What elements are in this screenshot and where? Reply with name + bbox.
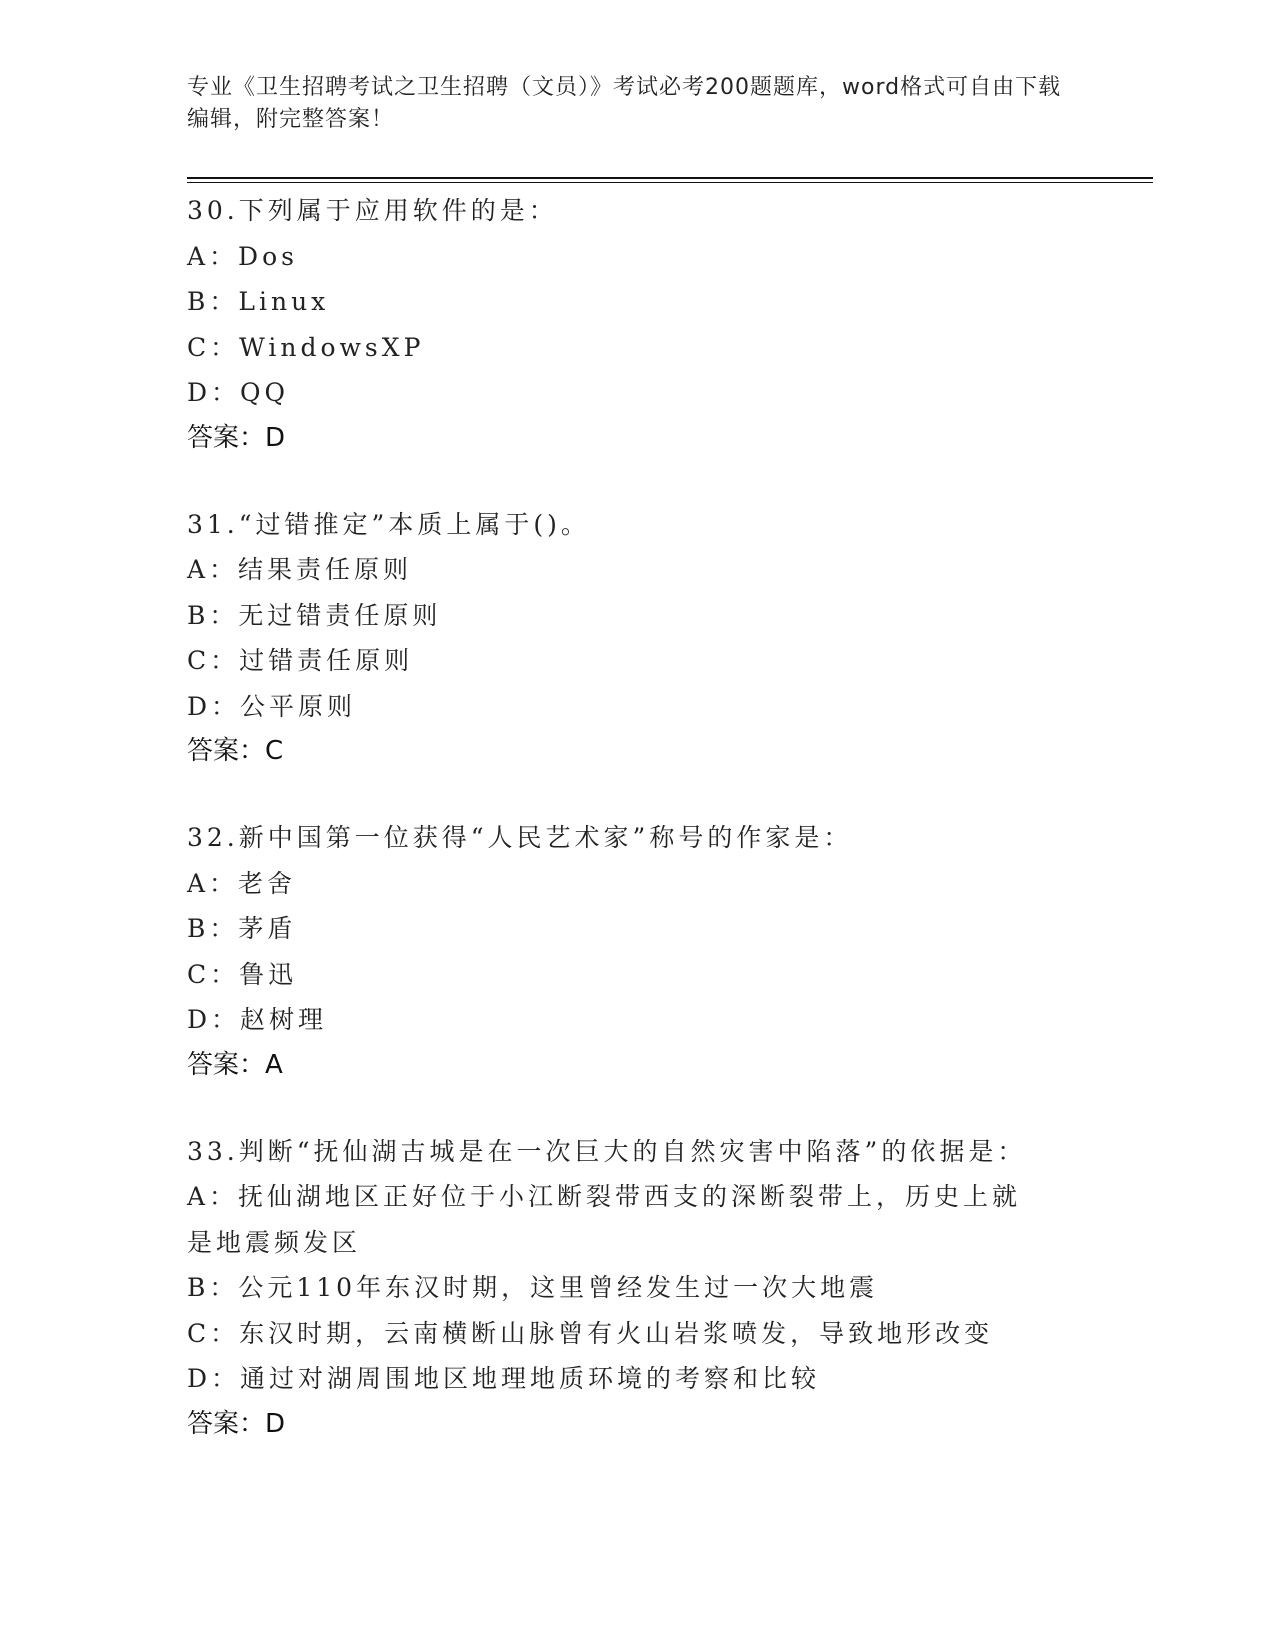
- option-d: D：通过对湖周围地区地理地质环境的考察和比较: [187, 1364, 821, 1393]
- question-list: [187, 188, 1127, 1488]
- answer-label: 答案：D: [187, 422, 286, 453]
- option-b: B：茅盾: [187, 914, 297, 943]
- option-d: D：公平原则: [187, 691, 357, 721]
- header-divider-thin: [187, 182, 1153, 183]
- question-stem: 31.“过错推定”本质上属于()。: [187, 509, 590, 539]
- option-c: C：鲁迅: [187, 959, 298, 989]
- option-b: B：无过错责任原则: [187, 600, 442, 630]
- question-stem: 30.下列属于应用软件的是：: [187, 196, 558, 225]
- question-stem: 33.判断“抚仙湖古城是在一次巨大的自然灾害中陷落”的依据是：: [187, 1136, 1027, 1166]
- answer-label: 答案：D: [187, 1408, 286, 1439]
- option-d: D：QQ: [187, 378, 290, 407]
- question-stem: 32.新中国第一位获得“人民艺术家”称号的作家是：: [187, 823, 853, 852]
- option-a: A：Dos: [187, 241, 298, 271]
- document-header: 专业《卫生招聘考试之卫生招聘（文员）》考试必考200题题库，word格式可自由下载编辑，附完整答案！: [187, 75, 1062, 132]
- question-31: [187, 502, 1127, 775]
- option-c: C：东汉时期，云南横断山脉曾有火山岩浆喷发，导致地形改变: [187, 1318, 994, 1348]
- answer-label: 答案：A: [187, 1049, 283, 1080]
- question-33: [187, 1129, 1127, 1447]
- question-30: [187, 188, 1127, 461]
- option-c: C：WindowsXP: [187, 332, 425, 362]
- option-b: B：Linux: [187, 287, 330, 316]
- option-c: C：过错责任原则: [187, 646, 414, 675]
- answer-label: 答案：C: [187, 736, 284, 766]
- option-b: B：公元110年东汉时期，这里曾经发生过一次大地震: [187, 1273, 879, 1302]
- option-a: A：抚仙湖地区正好位于小江断裂带西支的深断裂带上，历史上就是地震频发区: [187, 1182, 1022, 1257]
- option-a: A：结果责任原则: [187, 555, 413, 584]
- question-32: [187, 815, 1127, 1088]
- option-d: D：赵树理: [187, 1005, 328, 1034]
- header-divider-thick: [187, 177, 1153, 179]
- option-a: A：老舍: [187, 868, 297, 898]
